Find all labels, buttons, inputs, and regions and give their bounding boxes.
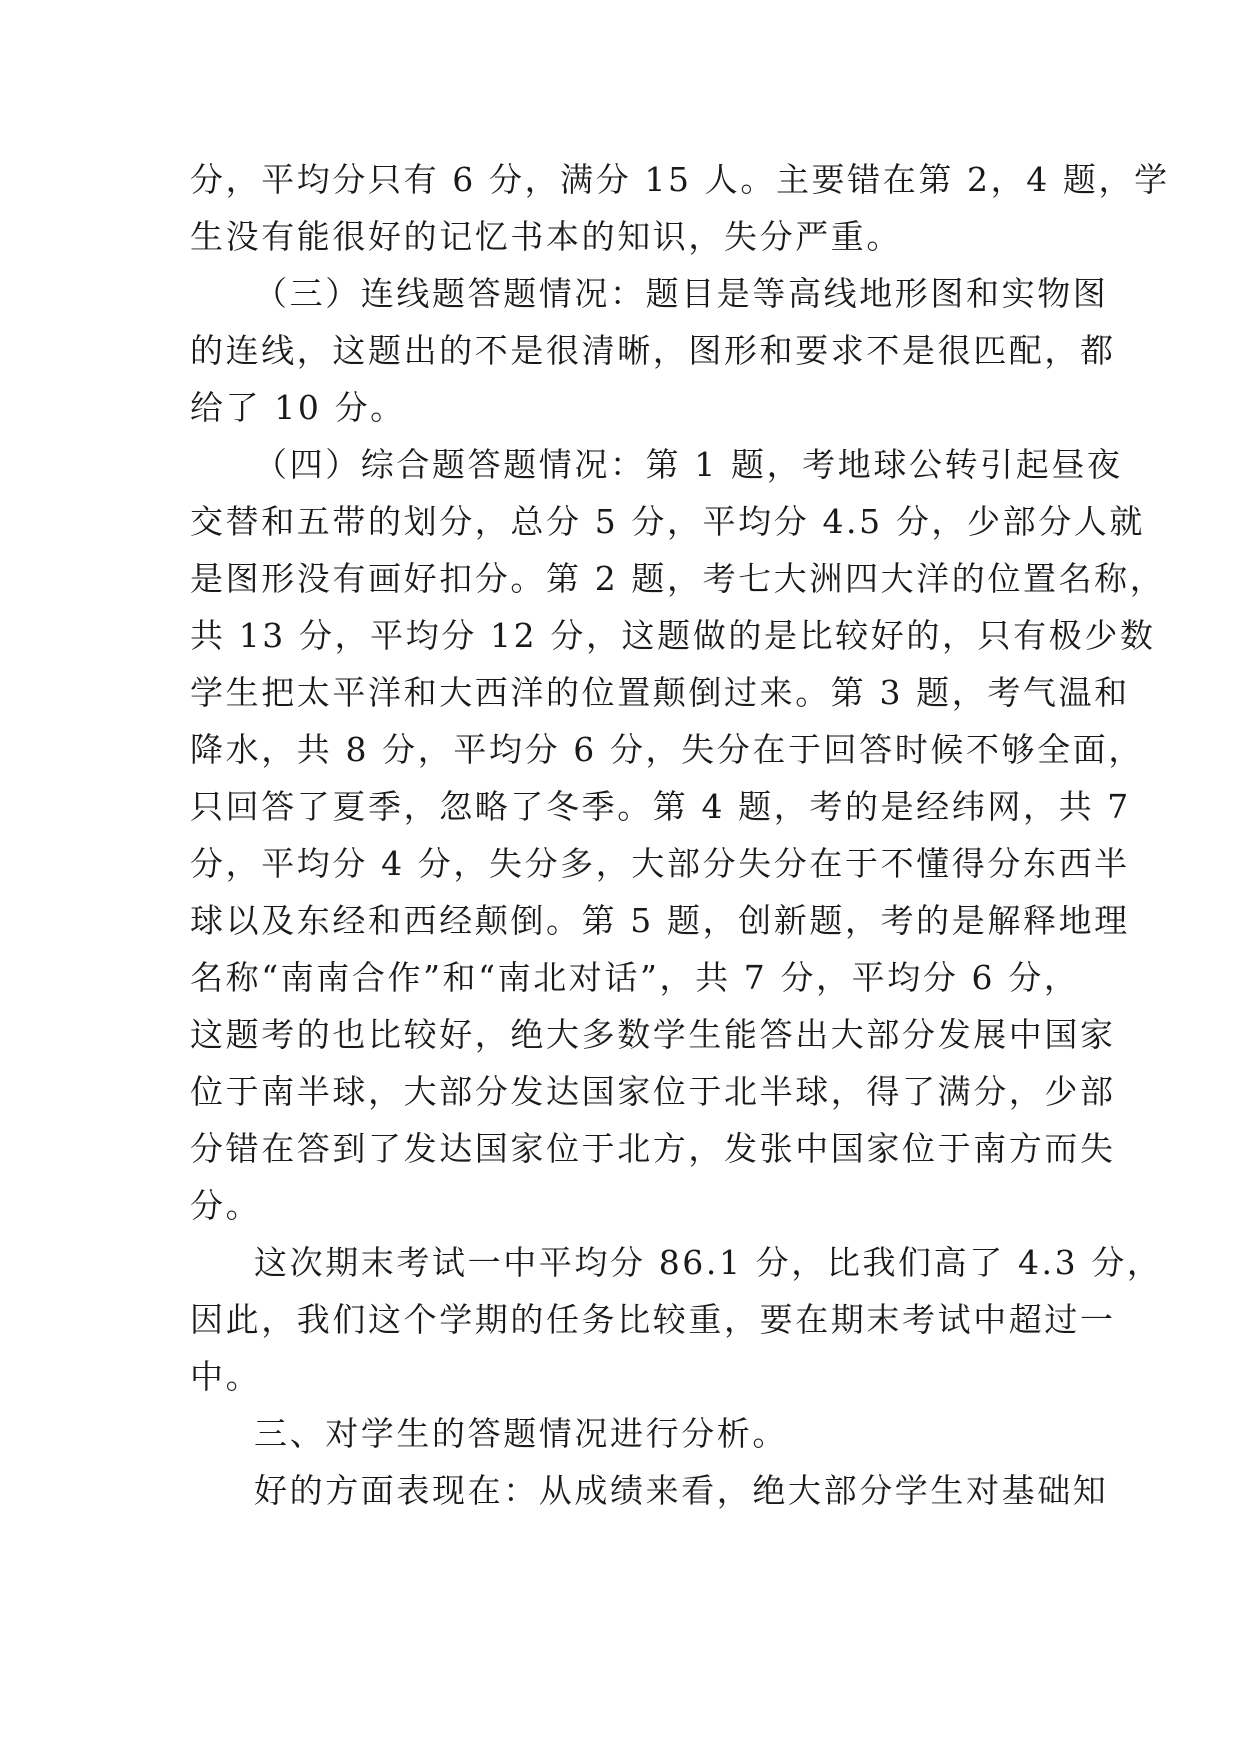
text-line: （三）连线题答题情况：题目是等高线地形图和实物图	[254, 274, 1109, 313]
text-line: 分。	[190, 1186, 262, 1225]
text-line: 降水，共 8 分，平均分 6 分，失分在于回答时候不够全面，	[190, 730, 1144, 769]
text-line: （四）综合题答题情况：第 1 题，考地球公转引起昼夜	[254, 445, 1123, 484]
text-line: 学生把太平洋和大西洋的位置颠倒过来。第 3 题，考气温和	[190, 673, 1130, 712]
text-line: 给了 10 分。	[190, 388, 406, 427]
text-line: 因此，我们这个学期的任务比较重，要在期末考试中超过一	[190, 1300, 1116, 1339]
text-line: 好的方面表现在：从成绩来看，绝大部分学生对基础知	[254, 1471, 1109, 1510]
text-line: 交替和五带的划分，总分 5 分，平均分 4.5 分，少部分人就	[190, 502, 1146, 541]
text-line: 分，平均分 4 分，失分多，大部分失分在于不懂得分东西半	[190, 844, 1130, 883]
text-line: 名称“南南合作”和“南北对话”，共 7 分，平均分 6 分，	[190, 958, 1080, 997]
text-line: 球以及东经和西经颠倒。第 5 题，创新题，考的是解释地理	[190, 901, 1130, 940]
text-line: 分错在答到了发达国家位于北方，发张中国家位于南方而失	[190, 1129, 1116, 1168]
text-line: 中。	[190, 1357, 262, 1396]
text-line: 这次期末考试一中平均分 86.1 分，比我们高了 4.3 分，	[254, 1243, 1163, 1282]
text-line: 分，平均分只有 6 分，满分 15 人。主要错在第 2，4 题，学	[190, 160, 1170, 199]
text-line: 三、对学生的答题情况进行分析。	[254, 1414, 788, 1453]
text-line: 这题考的也比较好，绝大多数学生能答出大部分发展中国家	[190, 1015, 1116, 1054]
text-line: 只回答了夏季，忽略了冬季。第 4 题，考的是经纬网，共 7	[190, 787, 1131, 826]
text-line: 是图形没有画好扣分。第 2 题，考七大洲四大洋的位置名称，	[190, 559, 1166, 598]
text-line: 共 13 分，平均分 12 分，这题做的是比较好的，只有极少数	[190, 616, 1156, 655]
text-line: 的连线，这题出的不是很清晰，图形和要求不是很匹配，都	[190, 331, 1116, 370]
text-line: 位于南半球，大部分发达国家位于北半球，得了满分，少部	[190, 1072, 1116, 1111]
text-line: 生没有能很好的记忆书本的知识，失分严重。	[190, 217, 902, 256]
